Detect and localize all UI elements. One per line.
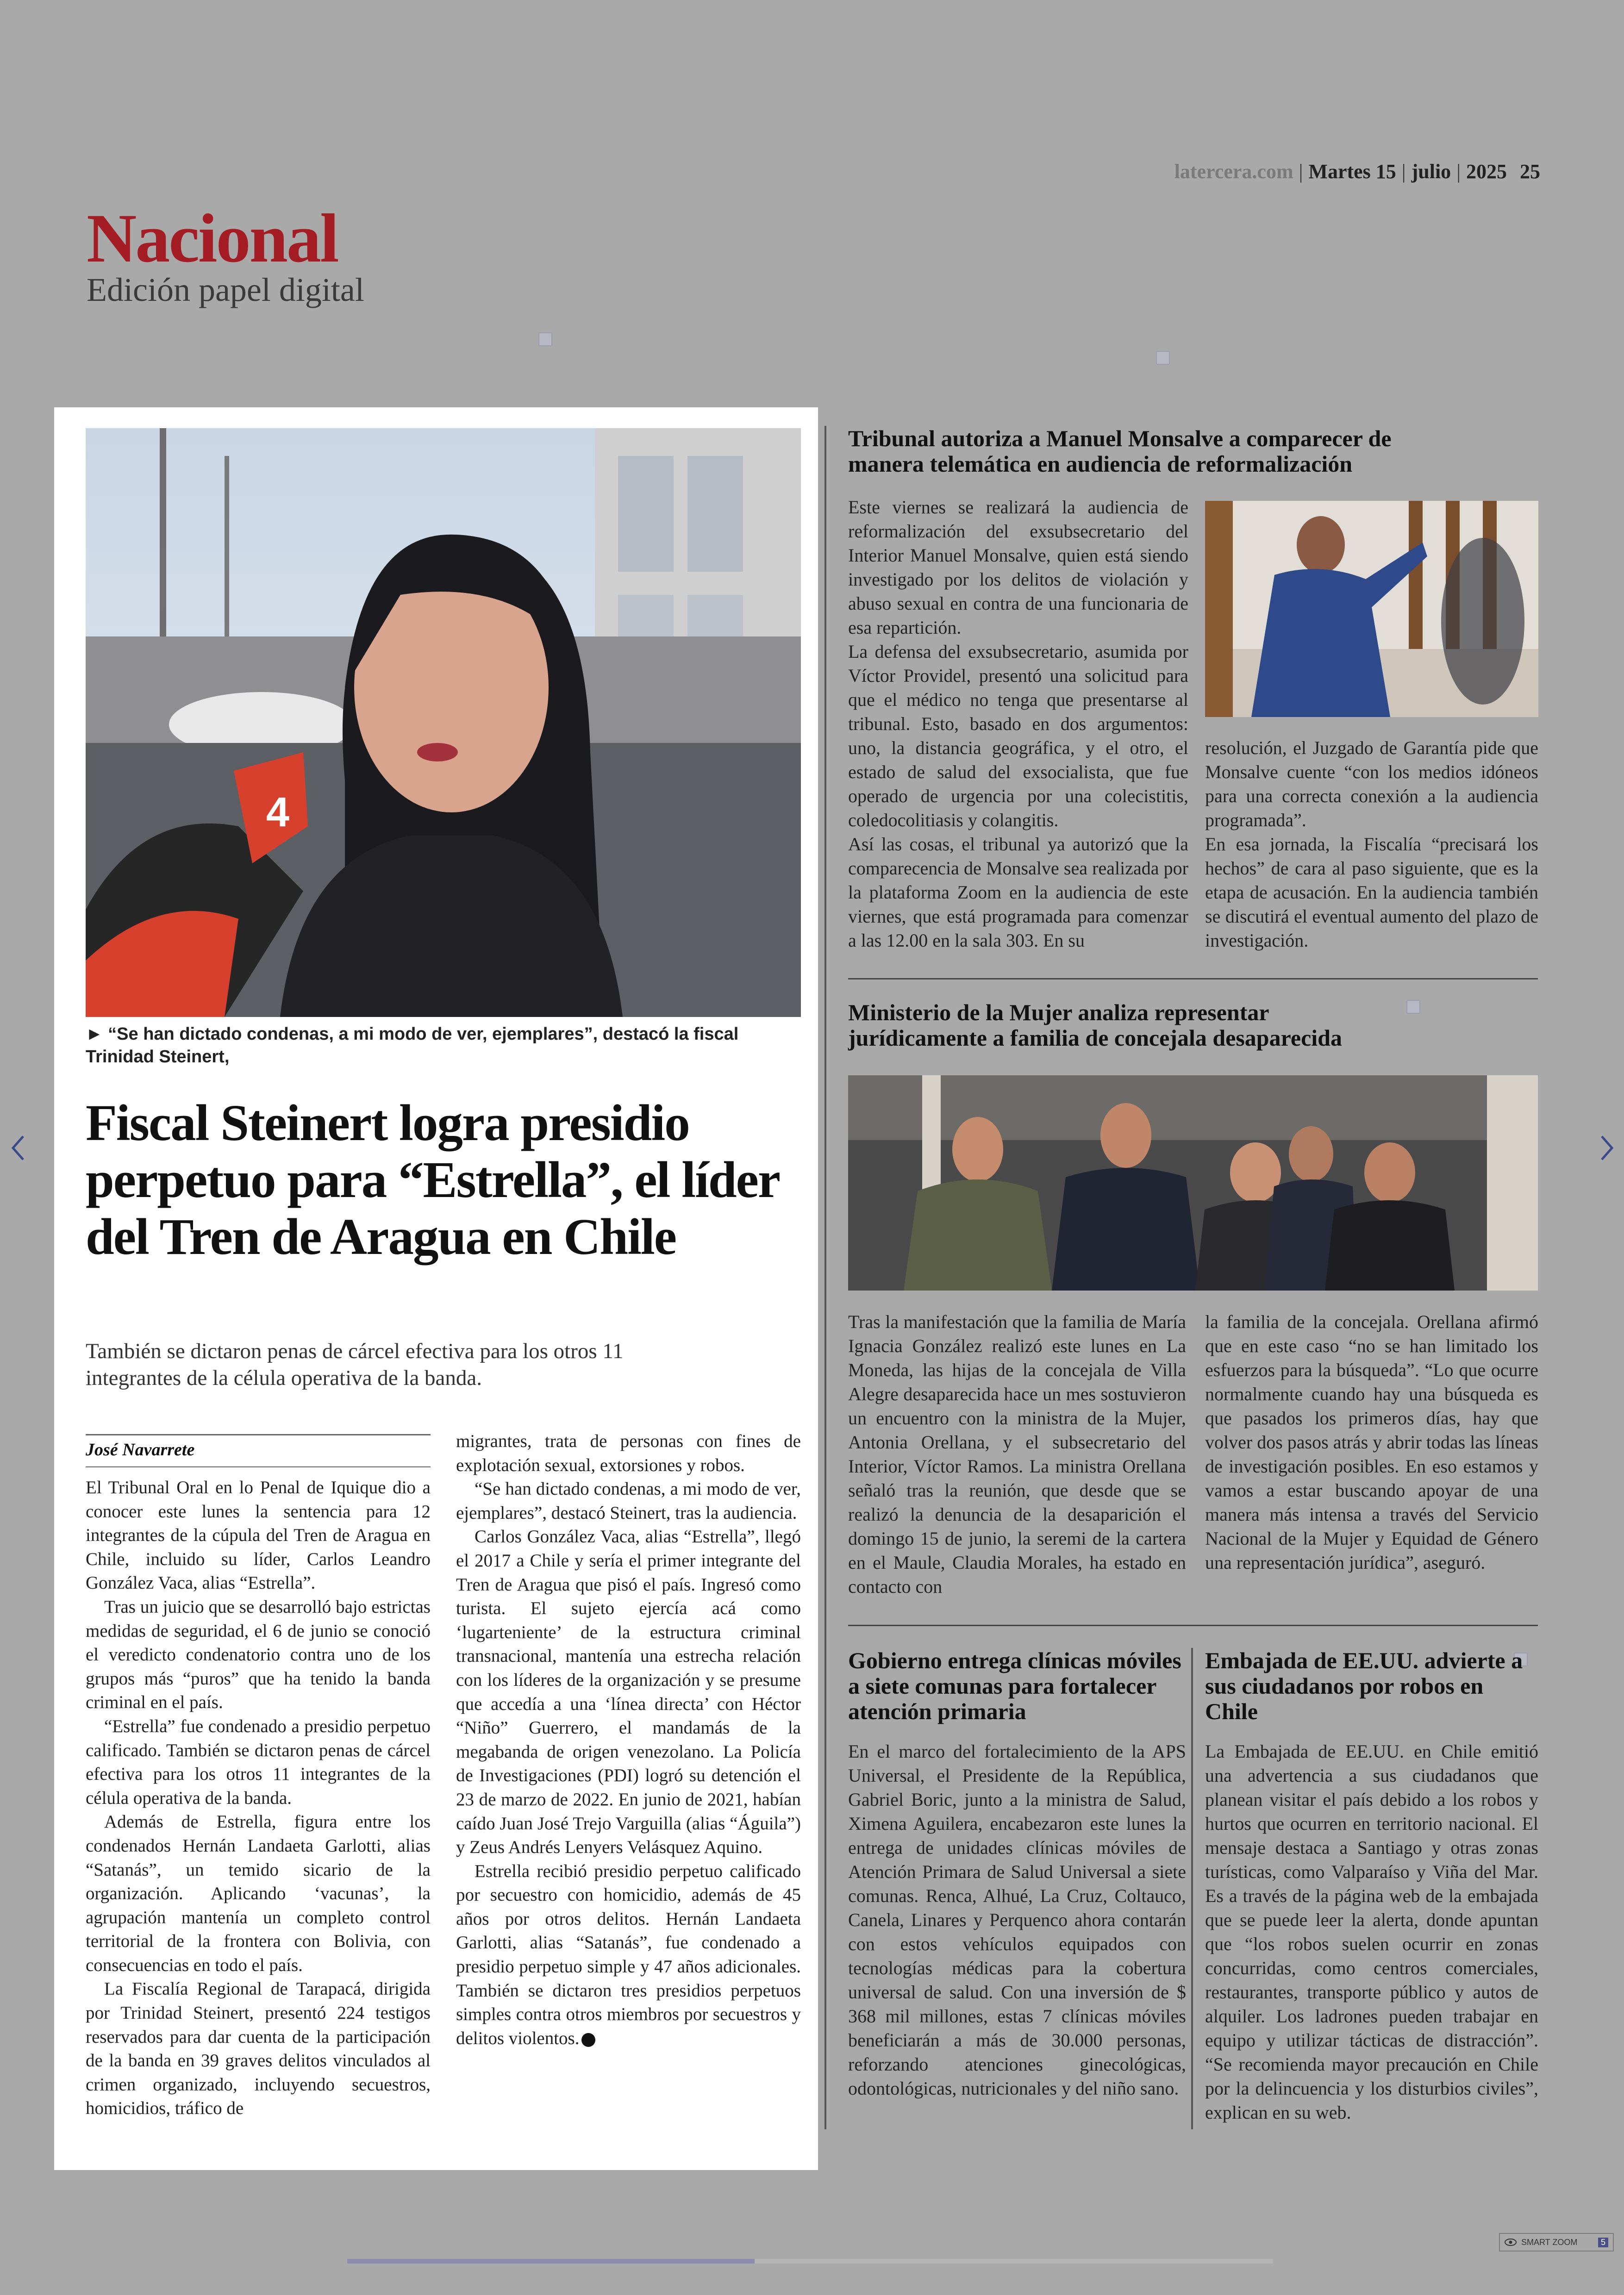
section-divider [848,978,1538,979]
clinicas-body [848,1740,1186,2101]
hotspot-marker-icon[interactable] [1156,351,1170,365]
monsalve-column-1 [848,495,1188,953]
main-article-column-1 [86,1476,431,2120]
byline-divider [86,1466,431,1467]
paragraph [456,1859,801,2051]
paragraph: La Fiscalía Regional de Tarapacá, dirigida por Trinidad Steinert, presentó 224 testigos reservados para dar cuenta de la participación de la banda en 39 graves delitos vinculados al crimen organizado, incluyendo secuestros, homicidios, tráfico de [86,1979,431,2119]
smart-zoom-count: 5 [1598,2238,1608,2247]
embajada-headline[interactable]: Embajada de EE.UU. advierte a sus ciudadanos por robos en Chile [1205,1647,1523,1724]
main-article-headline: Fiscal Steinert logra presidio perpetuo para “Estrella”, el líder del Tren de Aragua en Chile [86,1095,779,1266]
hotspot-marker-icon[interactable] [1406,1000,1420,1014]
paragraph: Así las cosas, el tribunal ya autorizó que la comparecencia de Monsalve sea realizada por la plataforma Zoom en la audiencia de este viernes, que está programada para comenzar a las 12.00 en la sala 303. En su [848,834,1188,951]
photo-monsalve [1205,501,1538,717]
smart-zoom-button[interactable] [1499,2233,1614,2251]
paragraph-text: Estrella recibió presidio perpetuo calificado por secuestro con homicidio, además de 45 años por otros delitos. Hernán Landaeta Garlotti, alias “Satanás”, fue condenado a presidio perpetuo simple y 47 años adicionales. También se dictaron tres presidios perpetuos simples contra otros miembros por secuestros y delitos violentos. [456,1861,801,2048]
paragraph: Tras la manifestación que la familia de María Ignacia González realizó este lunes en La Moneda, las hijas de la concejala de Villa Alegre desaparecida hace un mes sostuvieron un encuentro con la ministra de la Mujer, Antonia Orellana, y el subsecretario del Interior, Víctor Ramos. La ministra Orellana señaló tras la reunión, que desde que se realizó la denuncia de la desaparición el domingo 15 de junio, la seremi de la cartera en el Maule, Claudia Morales, ha estado en contacto con [848,1311,1186,1597]
previous-page-button[interactable] [5,1129,32,1166]
section-divider [848,1625,1538,1626]
paragraph: La defensa del exsubsecretario, asumida por Víctor Providel, presentó una solicitud para que el médico no tenga que presentarse al tribunal. Esto, basado en dos argumentos: uno, la distancia geográfica, y el otro, el estado de salud del exsocialista, que fue operado de urgencia por una colecistitis, coledocolitiasis y colangitis. [848,641,1188,830]
column-divider [1191,1648,1193,2129]
main-article-caption: ► “Se han dictado condenas, a mi modo de ver, ejemplares”, destacó la fiscal Trinidad Steinert, [86,1024,739,1066]
byline: José Navarrete [86,1440,195,1459]
paragraph: resolución, el Juzgado de Garantía pide que Monsalve cuente “con los medios idóneos para una correcta conexión a la audiencia programada”. [1205,737,1538,830]
photo-microphone-logo: 4 [266,789,290,836]
next-page-button[interactable] [1593,1129,1620,1166]
monsalve-photo [1205,501,1538,717]
paragraph: La Embajada de EE.UU. en Chile emitió una advertencia a sus ciudadanos que planean visitar el país debido a los robos y hurtos que ocurren en territorio nacional. El mensaje destaca a Santiago y otras zonas turísticas, como Valparaíso y Viña del Mar. Es a través de la página web de la embajada que se puede leer la alerta, donde apuntan que “los robos suelen ocurrir en zonas concurridas, como centros comerciales, restaurantes, transporte público y autos de alquiler. Los ladrones pueden trabajar en equipo y utilizar tácticas de distracción”. “Se recomienda mayor precaución en Chile por la delincuencia y los disturbios civiles”, explican en su web. [1205,1741,1538,2123]
chevron-left-icon [5,1129,32,1166]
paragraph: Además de Estrella, figura entre los condenados Hernán Landaeta Garlotti, alias “Satanás”, un temido sicario de la organización. Aplicando ‘vacunas’, la agrupación mantenía un completo control territorial de la frontera con Bolivia, con consecuencias en todo el país. [86,1812,431,1975]
page-number: 25 [1520,160,1540,183]
dateline: latercera.com | Martes 15 | julio | 2025 25 [1174,160,1540,183]
main-article[interactable] [54,407,818,2170]
smart-zoom-label: SMART ZOOM [1521,2237,1578,2247]
paragraph: En esa jornada, la Fiscalía “precisará los hechos” de cara al paso siguiente, que es la etapa de acusación. En la audiencia también se discutirá el eventual aumento del plazo de investigación. [1205,834,1538,951]
paragraph: migrantes, trata de personas con fines de explotación sexual, extorsiones y robos. [456,1431,801,1475]
main-article-photo [86,428,801,1017]
section-title: Nacional [87,200,338,277]
chevron-right-icon [1593,1129,1620,1166]
photo-fiscal-steinert [86,428,801,1017]
monsalve-headline[interactable]: Tribunal autoriza a Manuel Monsalve a comparecer de manera telemática en audiencia de reformalización [848,425,1392,477]
hotspot-marker-icon[interactable] [538,332,552,346]
page-progress-bar[interactable] [347,2259,1273,2264]
monsalve-column-2 [1205,736,1538,953]
paragraph: “Se han dictado condenas, a mi modo de ver, ejemplares”, destacó Steinert, tras la audiencia. [456,1479,801,1523]
page-progress-fill [347,2259,755,2264]
eye-icon [1505,2238,1517,2246]
paragraph: Carlos González Vaca, alias “Estrella”, llegó el 2017 a Chile y sería el primer integrante del Tren de Aragua que pisó el país. Ingresó como turista. El sujeto ejercía acá como ‘lugarteniente’ de la estructura criminal transnacional, mantenía una estrecha relación con los líderes de la organización y se presume que accedía a una ‘línea directa’ con Héctor “Niño” Guerrero, el mandamás de la megabanda de origen venezolano. La Policía de Investigaciones (PDI) logró su detención el 23 de marzo de 2022. En junio de 2021, habían caído Juan José Trejo Varguilla (alias “Águila”) y Zeus Andrés Lenyers Velásquez Aquino. [456,1527,801,1858]
mujer-column-2 [1205,1310,1538,1575]
mujer-photo [848,1075,1538,1291]
paragraph: En el marco del fortalecimiento de la APS Universal, el Presidente de la República, Gabriel Boric, junto a la ministra de Salud, Ximena Aguilera, encabezaron este lunes la entrega de unidades clínicas móviles de Atención Primara de Salud Universal a siete comunas. Renca, Alhué, La Cruz, Coltauco, Canela, Linares y Perquenco ahora contarán con estos vehículos equipados con tecnologías médicas para la cobertura universal de salud. Con una inversión de $ 368 mil millones, estas 7 clínicas móviles beneficiarán a más de 30.000 personas, reforzando atenciones ginecológicas, odontológicas, nutricionales y del niño sano. [848,1741,1186,2099]
date-day: Martes 15 [1308,160,1396,183]
embajada-body [1205,1740,1538,2125]
paragraph: la familia de la concejala. Orellana afirmó que en este caso “no se han limitado los esfuerzos para la búsqueda”. “Lo que ocurre normalmente cuando hay una búsqueda es que pasados los primeros días, hay que volver dos pasos atrás y abrir todas las líneas de investigación posibles. En eso estamos y vamos a estar buscando apoyar de una manera más intensa a través del Servicio Nacional de la Mujer y Equidad de Género una representación jurídica”, aseguró. [1205,1311,1538,1573]
paragraph: Tras un juicio que se desarrolló bajo estrictas medidas de seguridad, el 6 de junio se conoció el veredicto condenatorio contra uno de los grupos más “puros” que ha tenido la banda criminal en el país. [86,1597,431,1713]
photo-family-meeting [848,1075,1538,1291]
site-name: latercera.com [1174,160,1293,183]
edition-label: Edición papel digital [87,271,364,308]
paragraph: El Tribunal Oral en lo Penal de Iquique dio a conocer este lunes la sentencia para 12 integrantes de la cúpula del Tren de Aragua en Chile, incluido su líder, Carlos Leandro González Vaca, alias “Estrella”. [86,1478,431,1593]
main-article-column-2 [456,1429,801,2050]
mujer-headline[interactable]: Ministerio de la Mujer analiza representar jurídicamente a familia de concejala desaparecida [848,999,1342,1051]
paragraph: Este viernes se realizará la audiencia de reformalización del exsubsecretario del Interior Manuel Monsalve, quien está siendo investigado por los delitos de violación y abuso sexual en contra de una funcionaria de esa repartición. [848,497,1188,638]
clinicas-headline[interactable]: Gobierno entrega clínicas móviles a siete comunas para fortalecer atención primaria [848,1647,1181,1724]
mujer-column-1 [848,1310,1186,1599]
main-article-subheadline: También se dictaron penas de cárcel efectiva para los otros 11 integrantes de la célula operativa de la banda. [86,1339,624,1390]
end-of-article-dot-icon [581,2033,595,2047]
date-year: 2025 [1466,160,1507,183]
column-divider [824,426,826,2129]
byline-divider [86,1434,431,1435]
date-month: julio [1411,160,1451,183]
paragraph: “Estrella” fue condenado a presidio perpetuo calificado. También se dictaron penas de cárcel efectiva para los otros 11 integrantes de la célula operativa de la banda. [86,1716,431,1808]
